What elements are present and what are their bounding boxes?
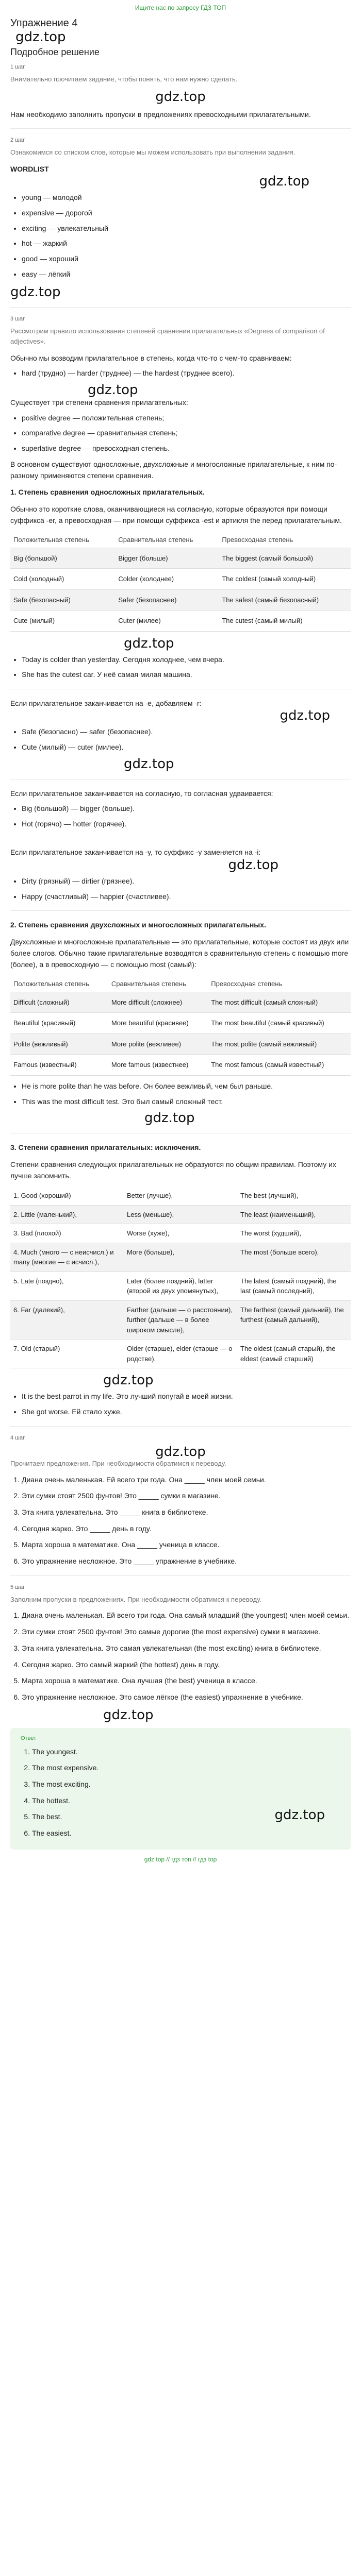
- footer: gdz top // гдз топ // гдз top: [144, 1855, 217, 1863]
- table-row: [10, 611, 351, 632]
- list-item: 1. Диана очень маленькая. Ей всего три года. Она _____ член моей семьи.: [22, 1475, 351, 1486]
- list-item: 4. Сегодня жарко. Это самый жаркий (the hottest) день в году.: [22, 1659, 351, 1671]
- wordlist-title: WORDLIST: [10, 164, 49, 173]
- table-exceptions: [10, 1187, 351, 1368]
- table-row: [10, 1187, 351, 1205]
- step-2-desc: Ознакомимся со списком слов, которые мы можем использовать при выполнении задания.: [10, 148, 296, 157]
- table-cell: Better (лучше),: [124, 1187, 237, 1205]
- table-cell: 7. Old (старый): [10, 1340, 124, 1368]
- list-item: • Cute (милый) — cuter (милее).: [22, 742, 351, 753]
- table-one-syllable: [10, 532, 351, 632]
- table-row: [10, 1300, 351, 1340]
- table-cell: Famous (известный): [10, 1055, 108, 1076]
- list-item: • Today is colder than yesterday. Сегодня холоднее, чем вчера.: [22, 654, 351, 666]
- list-item: 2. Эти сумки стоят 2500 фунтов! Это самые дорогие (the most expensive) сумки в магазине.: [22, 1626, 351, 1638]
- list-item: 5. The best.: [32, 1811, 340, 1823]
- watermark: gdz.top: [280, 708, 330, 724]
- list-item: • Hot (горячо) — hotter (горячее).: [22, 819, 351, 830]
- watermark: gdz.top: [124, 635, 174, 651]
- table-cell: The farthest (самый дальний), the furthest (самый дальний),: [237, 1300, 351, 1340]
- table-cell: Cuter (милее): [115, 611, 219, 632]
- table-cell: Beautiful (красивый): [10, 1013, 108, 1034]
- table-cell: Safe (безопасный): [10, 589, 115, 611]
- watermark: gdz.top: [15, 29, 66, 45]
- list-item: 3. Эта книга увлекательна. Это _____ книга в библиотеке.: [22, 1507, 351, 1518]
- list-item: 1. Диана очень маленькая. Ей всего три года. Она самый младший (the youngest) член моей семьи.: [22, 1610, 351, 1621]
- list-item: • hot — жаркий: [22, 238, 351, 249]
- watermark: gdz.top: [10, 284, 61, 300]
- table-row: [10, 548, 351, 569]
- table-cell: The coldest (самый холодный): [219, 569, 351, 590]
- list-item: 5. Марта хороша в математике. Она _____ ученица в классе.: [22, 1539, 351, 1551]
- step-4-list: [10, 1475, 351, 1567]
- table-row: [10, 992, 351, 1013]
- step-4-label: 4 шаг: [10, 1434, 25, 1441]
- list-item: • Dirty (грязный) — dirtier (грязнее).: [22, 876, 351, 887]
- list-item: • comparative degree — сравнительная степень;: [22, 428, 351, 439]
- watermark: gdz.top: [103, 1707, 154, 1723]
- list-item: • easy — лёгкий: [22, 269, 351, 280]
- list-item: • She got worse. Ей стало хуже.: [22, 1406, 351, 1418]
- answer-label: Ответ: [21, 1735, 37, 1741]
- table-row: [10, 589, 351, 611]
- list-item: 2. Эти сумки стоят 2500 фунтов! Это _____ сумки в магазине.: [22, 1490, 351, 1502]
- watermark: gdz.top: [155, 89, 206, 105]
- table-row: [10, 1224, 351, 1243]
- table-cell: More famous (известнее): [108, 1055, 208, 1076]
- table-cell: 6. Far (далекий),: [10, 1300, 124, 1340]
- table-cell: Cute (милый): [10, 611, 115, 632]
- list-item: 6. The easiest.: [32, 1828, 340, 1839]
- divider: [10, 307, 351, 308]
- table-header: Сравнительная степень: [108, 976, 208, 992]
- table-cell: The most (больше всего),: [237, 1243, 351, 1272]
- list-item: • Happy (счастливый) — happier (счастливее).: [22, 891, 351, 903]
- table-cell: Older (старше), elder (старше — о родстве),: [124, 1340, 237, 1368]
- step-2-label: 2 шаг: [10, 137, 25, 144]
- e-rule: Если прилагательное заканчивается на -e, добавляем -r:: [10, 699, 202, 707]
- list-item: • expensive — дорогой: [22, 208, 351, 219]
- basis-text: В основном существуют односложные, двухсложные и многосложные прилагательные, к ним по-разному применяются степени сравнения.: [10, 460, 337, 480]
- hard-example: • hard (трудно) — harder (труднее) — the hardest (труднее всего).: [22, 368, 351, 379]
- watermark: gdz.top: [88, 382, 138, 398]
- table-row: [10, 1033, 351, 1055]
- table-cell: The most difficult (самый сложный): [208, 992, 351, 1013]
- list-item: 3. The most exciting.: [32, 1779, 340, 1790]
- list-item: • good — хороший: [22, 253, 351, 265]
- list-item: 6. Это упражнение несложное. Это самое лёгкое (the easiest) упражнение в учебнике.: [22, 1692, 351, 1703]
- divider: [10, 128, 351, 129]
- table-cell: The biggest (самый большой): [219, 548, 351, 569]
- page-title: Упражнение 4: [10, 18, 78, 29]
- table-header: Положительная степень: [10, 976, 108, 992]
- list-item: 4. Сегодня жарко. Это _____ день в году.: [22, 1523, 351, 1535]
- list-item: • exciting — увлекательный: [22, 223, 351, 234]
- list-item: • superlative degree — превосходная степень.: [22, 443, 351, 454]
- table-cell: The oldest (самый старый), the eldest (самый старший): [237, 1340, 351, 1368]
- table-row: [10, 569, 351, 590]
- list-item: • Big (большой) — bigger (больше).: [22, 803, 351, 815]
- table-cell: Cold (холодный): [10, 569, 115, 590]
- table-cell: Colder (холоднее): [115, 569, 219, 590]
- table-header: Положительная степень: [10, 532, 115, 548]
- step-5-list: [10, 1610, 351, 1703]
- step-4-desc: Прочитаем предложения. При необходимости обратимся к переводу.: [10, 1459, 226, 1467]
- divider: [10, 1426, 351, 1427]
- table-cell: Big (большой): [10, 548, 115, 569]
- table-cell: 1. Good (хороший): [10, 1187, 124, 1205]
- table-row: [10, 1340, 351, 1368]
- table-header: Превосходная степень: [219, 532, 351, 548]
- table-cell: 5. Late (поздно),: [10, 1272, 124, 1300]
- list-item: 5. Марта хороша в математике. Она лучшая (the best) ученица в классе.: [22, 1675, 351, 1687]
- step-1-label: 1 шаг: [10, 64, 25, 70]
- degrees-list: [10, 413, 351, 454]
- watermark: gdz.top: [274, 1807, 325, 1823]
- table-cell: Difficult (сложный): [10, 992, 108, 1013]
- list-item: • She has the cutest car. У неё самая милая машина.: [22, 669, 351, 681]
- watermark: gdz.top: [228, 857, 278, 873]
- divider: [10, 910, 351, 911]
- list-item: • This was the most difficult test. Это был самый сложный тест.: [22, 1096, 351, 1108]
- step-1-text: Нам необходимо заполнить пропуски в предложениях превосходными прилагательными.: [10, 110, 311, 118]
- list-item: • positive degree — положительная степень;: [22, 413, 351, 424]
- table-cell: 3. Bad (плохой): [10, 1224, 124, 1243]
- table-cell: Safer (безопаснее): [115, 589, 219, 611]
- gdz-top-link[interactable]: Ищите нас по запросу ГДЗ ТОП: [135, 4, 226, 11]
- answer-list: [21, 1747, 340, 1839]
- table-multi-syllable: [10, 976, 351, 1076]
- table-cell: The safest (самый безопасный): [219, 589, 351, 611]
- section-2-title: 2. Степень сравнения двухсложных и многосложных прилагательных.: [10, 921, 266, 929]
- table-cell: The most famous (самый известный): [208, 1055, 351, 1076]
- three-degrees: Существует три степени сравнения прилагательных:: [10, 398, 188, 407]
- list-item: 2. The most expensive.: [32, 1762, 340, 1774]
- section-1-title: 1. Степень сравнения односложных прилагательных.: [10, 488, 205, 497]
- watermark: gdz.top: [124, 756, 174, 772]
- list-item: • young — молодой: [22, 192, 351, 204]
- top-search-hint: [10, 0, 351, 12]
- answer-box: [10, 1728, 351, 1850]
- list-item: 6. Это упражнение несложное. Это _____ упражнение в учебнике.: [22, 1556, 351, 1567]
- table-row: [10, 1055, 351, 1076]
- watermark: gdz.top: [155, 1444, 206, 1460]
- y-rule: Если прилагательное заканчивается на -y, то суффикс -y заменяется на -i:: [10, 848, 261, 857]
- list-item: 3. Эта книга увлекательна. Это самая увлекательная (the most exciting) книга в библиотеке.: [22, 1643, 351, 1654]
- table-cell: The most polite (самый вежливый): [208, 1033, 351, 1055]
- wordlist: [10, 192, 351, 280]
- list-item: • Safe (безопасно) — safer (безопаснее).: [22, 726, 351, 738]
- section-3-title: 3. Степени сравнения прилагательных: исключения.: [10, 1143, 201, 1152]
- section-3-text: Степени сравнения следующих прилагательных не образуются по общим правилам. Поэтому их лучше запомнить.: [10, 1160, 336, 1180]
- table-cell: 4. Much (много — с неисчисл.) и many (многие — с исчисл.),: [10, 1243, 124, 1272]
- table-cell: More polite (вежливее): [108, 1033, 208, 1055]
- section-1-text: Обычно это короткие слова, оканчивающиеся на согласную, которые образуются при помощи суффикса -er, а превосходная — при помощи суффикса -est и артикля the перед прилагательным.: [10, 504, 342, 525]
- cons-rule: Если прилагательное заканчивается на согласную, то согласная удваивается:: [10, 789, 273, 798]
- table-cell: The worst (худший),: [237, 1224, 351, 1243]
- step-3-intro: Обычно мы возводим прилагательное в степень, когда что-то с чем-то сравниваем:: [10, 354, 292, 363]
- table-row: [10, 1013, 351, 1034]
- subtitle: Подробное решение: [10, 47, 100, 57]
- table-cell: The latest (самый поздний), the last (самый последний),: [237, 1272, 351, 1300]
- table-cell: Polite (вежливый): [10, 1033, 108, 1055]
- section-2-text: Двухсложные и многосложные прилагательные — это прилагательные, которые состоят из двух или более слогов. Обычно такие прилагательные возводятся в сравнительную степень с помощью more (более), а в превосходную — с помощью most (самый):: [10, 937, 349, 969]
- table-cell: The cutest (самый милый): [219, 611, 351, 632]
- step-3-desc: Рассмотрим правило использования степеней сравнения прилагательных «Degrees of comparison of adjectives».: [10, 327, 325, 346]
- table-cell: Farther (дальше — о расстоянии), further (дальше — в более широком смысле),: [124, 1300, 237, 1340]
- table-cell: 2. Little (маленький),: [10, 1205, 124, 1224]
- table-cell: More difficult (сложнее): [108, 992, 208, 1013]
- table-cell: Later (более поздний), latter (второй из двух упомянутых),: [124, 1272, 237, 1300]
- table-header: Сравнительная степень: [115, 532, 219, 548]
- divider: [10, 1575, 351, 1576]
- table-cell: Worse (хуже),: [124, 1224, 237, 1243]
- list-item: • He is more polite than he was before. Он более вежливый, чем был раньше.: [22, 1081, 351, 1092]
- table-cell: The best (лучший),: [237, 1187, 351, 1205]
- table-cell: More (больше),: [124, 1243, 237, 1272]
- table-cell: The least (наименьший),: [237, 1205, 351, 1224]
- table-row: [10, 1272, 351, 1300]
- watermark: gdz.top: [259, 174, 309, 190]
- watermark: gdz.top: [144, 1110, 195, 1126]
- list-item: 4. The hottest.: [32, 1795, 340, 1807]
- step-5-label: 5 шаг: [10, 1584, 25, 1590]
- step-5-desc: Заполним пропуски в предложениях. При необходимости обратимся к переводу.: [10, 1595, 261, 1603]
- list-item: 1. The youngest.: [32, 1747, 340, 1758]
- table-header: Превосходная степень: [208, 976, 351, 992]
- table-cell: More beautiful (красивее): [108, 1013, 208, 1034]
- watermark: gdz.top: [103, 1372, 154, 1388]
- step-3-label: 3 шаг: [10, 315, 25, 322]
- table-cell: The most beautiful (самый красивый): [208, 1013, 351, 1034]
- table-cell: Bigger (больше): [115, 548, 219, 569]
- table-row: [10, 1243, 351, 1272]
- table-cell: Less (меньше),: [124, 1205, 237, 1224]
- step-1-desc: Внимательно прочитаем задание, чтобы понять, что нам нужно сделать.: [10, 75, 238, 83]
- list-item: • It is the best parrot in my life. Это лучший попугай в моей жизни.: [22, 1391, 351, 1402]
- table-row: [10, 1205, 351, 1224]
